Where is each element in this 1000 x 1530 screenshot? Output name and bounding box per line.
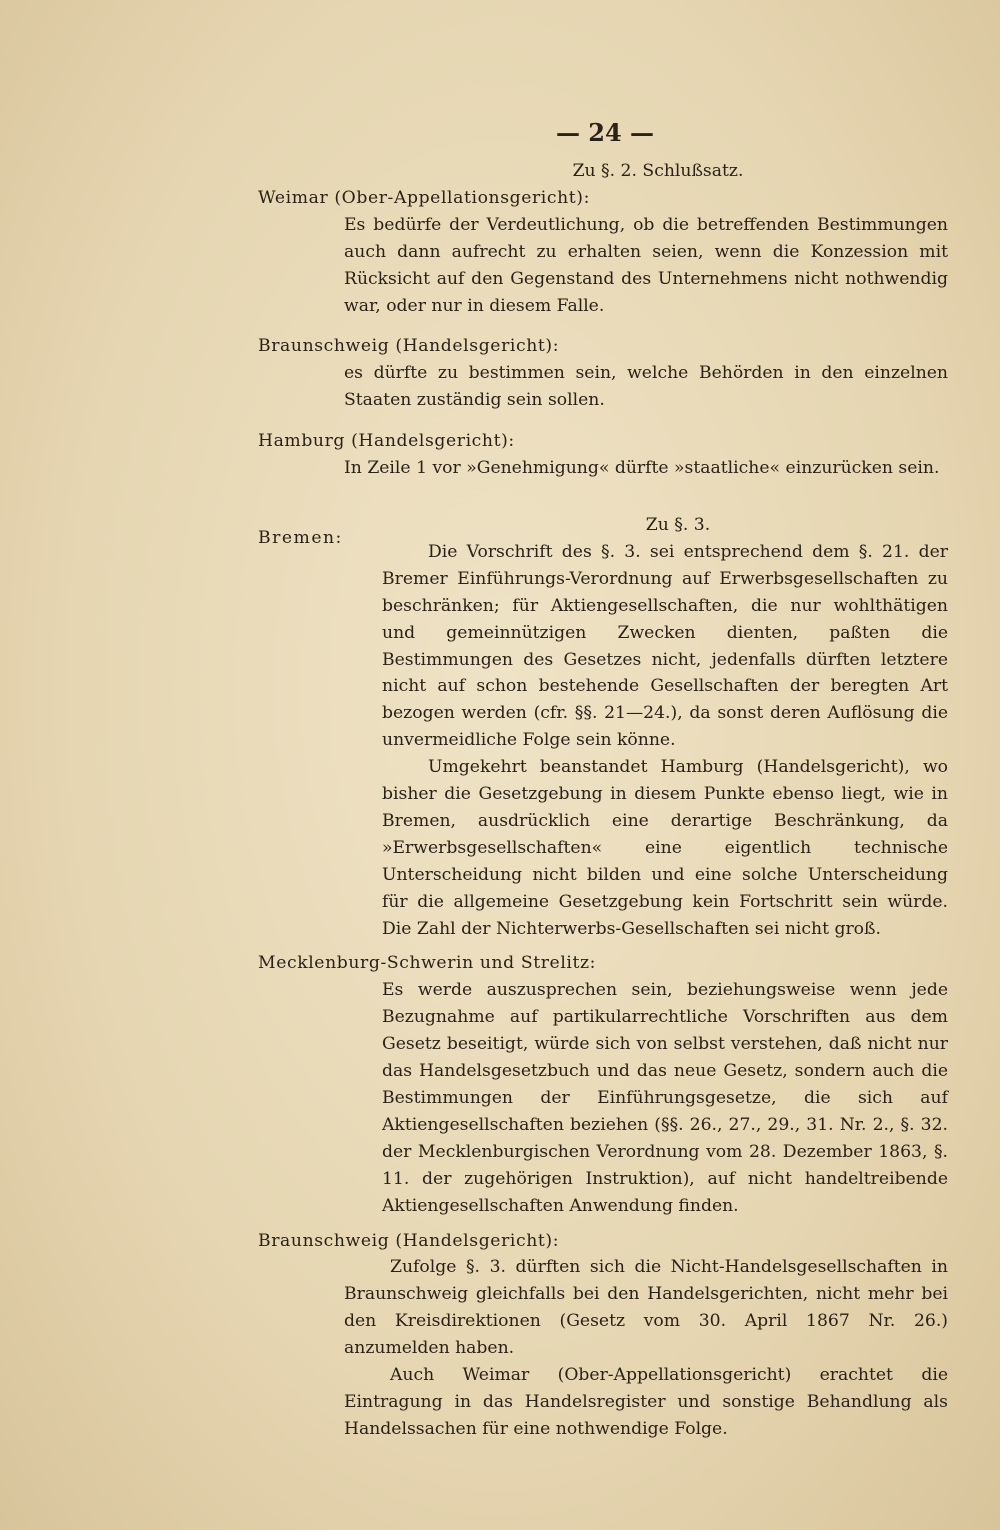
statement-weimar-text: Es bedürfe der Verdeutlichung, ob die betreffenden Bestimmungen auch dann aufrecht zu erhalten seien, wenn die Konzession mit Rücksicht auf den Gegenstand des Unternehmens nicht nothwendig war, oder nur in diesem Falle. [344, 214, 948, 316]
statement-braunschweig-2 [344, 1254, 948, 1442]
statement-mecklenburg [382, 977, 948, 1219]
statement-bremen-text-1: Die Vorschrift des §. 3. sei entsprechend dem §. 21. der Bremer Einführungs-Verordnung auf Erwerbsgesellschaften zu beschränken; für Aktiengesellschaften, die nur wohlthätigen und gemeinnützigen Zwecken dienten, paßten die Bestimmungen des Gesetzes nicht, jedenfalls dürften letztere nicht auf schon bestehende Gesellschaften der beregten Art bezogen werden (cfr. §§. 21—24.), da sonst deren Auflösung die unvermeidliche Folge sein könne. [382, 541, 948, 751]
statement-hamburg [344, 455, 948, 482]
statement-weimar [344, 212, 948, 320]
page-content [258, 158, 948, 1443]
section-heading-paragraph-2: Zu §. 2. Schlußsatz. [572, 161, 744, 181]
page-number: — 24 — [555, 118, 655, 147]
statement-hamburg-text: In Zeile 1 vor »Genehmigung« dürfte »staatliche« einzurücken sein. [344, 458, 940, 479]
statement-braunschweig-2-text-1: Zufolge §. 3. dürften sich die Nicht-Handelsgesellschaften in Braunschweig gleichfalls bei den Handelsgerichten, nicht mehr bei den Kreisdirektionen (Gesetz vom 30. April 1867 Nr. 26.) anzumelden haben. [344, 1257, 948, 1359]
speaker-hamburg: Hamburg (Handelsgericht): [258, 431, 515, 452]
statement-braunschweig-2-text-2: Auch Weimar (Ober-Appellationsgericht) erachtet die Eintragung in das Handelsregister und sonstige Behandlung als Handelssachen für eine nothwendige Folge. [344, 1365, 948, 1439]
speaker-braunschweig-2: Braunschweig (Handelsgericht): [258, 1230, 560, 1251]
statement-mecklenburg-text: Es werde auszusprechen sein, beziehungsweise wenn jede Bezugnahme auf partikularrechtliche Vorschriften aus dem Gesetz beseitigt, würde sich von selbst verstehen, daß nicht nur das Handelsgesetzbuch und das neue Gesetz, sondern auch die Bestimmungen der Einführungsgesetze, die sich auf Aktiengesellschaften beziehen (§§. 26., 27., 29., 31. Nr. 2., §. 32. der Mecklenburgischen Verordnung vom 28. Dezember 1863, §. 11. der zugehörigen Instruktion), auf nicht handeltreibende Aktiengesellschaften Anwendung finden. [382, 980, 948, 1216]
bremen-section [258, 512, 948, 943]
speaker-mecklenburg: Mecklenburg-Schwerin und Strelitz: [258, 953, 597, 974]
speaker-weimar: Weimar (Ober-Appellationsgericht): [258, 187, 591, 208]
section-heading-paragraph-3: Zu §. 3. [645, 514, 711, 535]
statement-braunschweig-1-text: es dürfte zu bestimmen sein, welche Behörden in den einzelnen Staaten zuständig sein sollen. [344, 363, 948, 411]
statement-bremen-text-2: Umgekehrt beanstandet Hamburg (Handelsgericht), wo bisher die Gesetzgebung in diesem Punkte ebenso liegt, wie in Bremen, ausdrücklich eine derartige Beschränkung, da »Erwerbsgesellschaften« eine eigentlich technische Unterscheidung nicht bilden und eine solche Unterscheidung für die allgemeine Gesetzgebung kein Fortschritt sein würde. Die Zahl der Nichterwerbs-Gesellschaften sei nicht groß. [382, 757, 948, 939]
statement-bremen [382, 539, 948, 943]
speaker-bremen: Bremen: [258, 527, 343, 548]
statement-braunschweig-1 [344, 360, 948, 414]
speaker-braunschweig-1: Braunschweig (Handelsgericht): [258, 336, 560, 357]
